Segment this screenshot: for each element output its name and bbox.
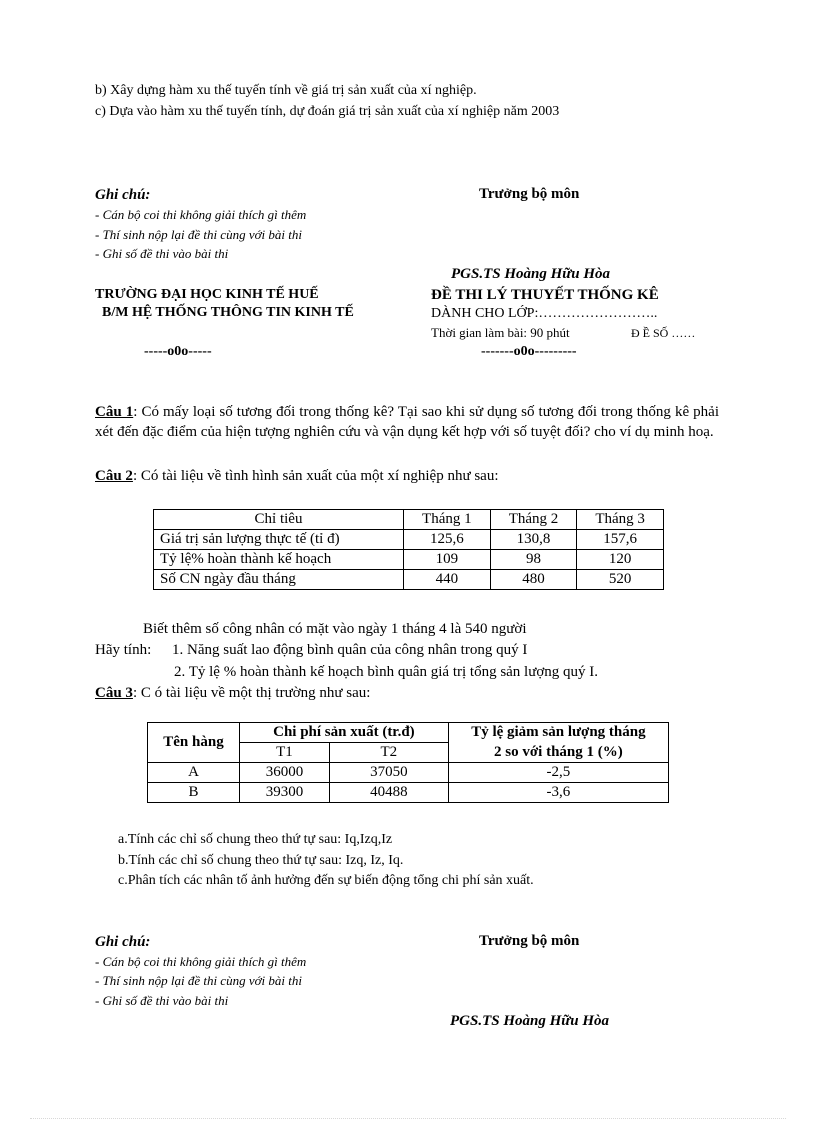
table-header-row	[154, 510, 664, 530]
exam-duration: Thời gian làm bài: 90 phút	[431, 325, 570, 340]
page-bottom-border	[30, 1118, 786, 1119]
question-1-text: : Có mấy loại số tương đối trong thống kê? Tại sao khi sử dụng số tương đối trong thống kê phải xét đến đặc điểm của hiện tượng nghiên cứu và vận dụng kết hợp với số tuyệt đối? cho ví dụ minh hoạ.	[95, 404, 719, 440]
table-cell: 98	[490, 550, 577, 570]
table-cell: Số CN ngày đầu tháng	[154, 570, 404, 590]
table-header-cell: T1	[240, 743, 330, 763]
table-cell: B	[148, 783, 240, 803]
table-header-cell: Tháng 3	[577, 510, 664, 530]
left-divider-ornament: -----o0o-----	[144, 344, 212, 359]
table-cell: 130,8	[490, 530, 577, 550]
table-cell: 157,6	[577, 530, 664, 550]
note-line: - Cán bộ coi thi không giải thích gì thêm	[95, 954, 307, 969]
task-2: 2. Tỷ lệ % hoàn thành kế hoạch bình quân giá trị tổng sản lượng quý I.	[174, 664, 599, 680]
note-title: Ghi chú:	[95, 187, 151, 203]
task-1: 1. Năng suất lao động bình quân của công nhân trong quý I	[172, 642, 528, 658]
right-divider-ornament: -------o0o---------	[481, 344, 577, 359]
table-cell: 440	[404, 570, 491, 590]
question-3	[95, 683, 370, 703]
table-row	[154, 570, 664, 590]
table-row	[148, 783, 669, 803]
note-line: - Thí sinh nộp lại đề thi cùng với bài thi	[95, 973, 302, 988]
table-header-cell: Tỷ lệ giảm sản lượng tháng	[448, 723, 668, 743]
table-cell: 39300	[240, 783, 330, 803]
table-row	[154, 530, 664, 550]
table-row	[148, 763, 669, 783]
part-a: a.Tính các chỉ số chung theo thứ tự sau: Iq,Izq,Iz	[118, 832, 393, 847]
task-label: Hãy tính:	[95, 642, 152, 658]
table-cell: A	[148, 763, 240, 783]
question-1	[95, 402, 719, 442]
question-2-text: : Có tài liệu về tình hình sản xuất của một xí nghiệp như sau:	[132, 468, 499, 484]
note-line: - Thí sinh nộp lại đề thi cùng với bài thi	[95, 227, 302, 242]
question-b-line: b) Xây dựng hàm xu thế tuyến tính về giá trị sản xuất của xí nghiệp.	[95, 83, 477, 98]
note-title: Ghi chú:	[95, 934, 151, 950]
table-header-row	[148, 723, 669, 743]
table-cell: 480	[490, 570, 577, 590]
part-b: b.Tính các chỉ số chung theo thứ tự sau: Izq, Iz, Iq.	[118, 853, 404, 868]
class-label: DÀNH CHO LỚP:……………………..	[431, 306, 658, 321]
note-line: - Cán bộ coi thi không giải thích gì thêm	[95, 207, 307, 222]
school-name: TRƯỜNG ĐẠI HỌC KINH TẾ HUẾ	[95, 287, 319, 302]
table-cell: 109	[404, 550, 491, 570]
table-row	[154, 550, 664, 570]
production-table	[153, 509, 664, 590]
table-header-cell: Tên hàng	[148, 723, 240, 763]
signatory-name: PGS.TS Hoàng Hữu Hòa	[450, 1013, 610, 1029]
table-header-cell: Tháng 2	[490, 510, 577, 530]
table-header-cell: Chi phí sản xuất (tr.đ)	[240, 723, 449, 743]
department-name: B/M HỆ THỐNG THÔNG TIN KINH TẾ	[102, 305, 354, 320]
table-cell: 520	[577, 570, 664, 590]
question-3-text: : C ó tài liệu về một thị trường như sau:	[132, 685, 371, 701]
market-table	[147, 722, 669, 803]
part-c: c.Phân tích các nhân tố ảnh hưởng đến sự biến động tổng chi phí sản xuất.	[118, 873, 534, 888]
table-cell: Giá trị sản lượng thực tế (tỉ đ)	[154, 530, 404, 550]
question-1-label: Câu 1	[95, 404, 134, 420]
additional-info: Biết thêm số công nhân có mặt vào ngày 1 tháng 4 là 540 người	[143, 621, 527, 637]
head-of-department-title: Trưởng bộ môn	[479, 186, 580, 202]
table-cell: 125,6	[404, 530, 491, 550]
table-cell: 36000	[240, 763, 330, 783]
table-cell: -3,6	[448, 783, 668, 803]
question-2	[95, 466, 499, 486]
table-header-cell: 2 so với tháng 1 (%)	[448, 743, 668, 763]
question-c-line: c) Dựa vào hàm xu thế tuyến tính, dự đoán giá trị sản xuất của xí nghiệp năm 2003	[95, 104, 560, 119]
question-2-label: Câu 2	[95, 468, 133, 484]
note-line: - Ghi số đề thi vào bài thi	[95, 993, 229, 1008]
table-cell: Tỷ lệ% hoàn thành kế hoạch	[154, 550, 404, 570]
table-cell: -2,5	[448, 763, 668, 783]
table-header-cell: Tháng 1	[404, 510, 491, 530]
table-cell: 120	[577, 550, 664, 570]
exam-number: Đ Ề SỐ ……	[631, 326, 696, 340]
table-cell: 40488	[329, 783, 448, 803]
head-of-department-title: Trưởng bộ môn	[479, 933, 580, 949]
table-header-cell: Chỉ tiêu	[154, 510, 404, 530]
signatory-name: PGS.TS Hoàng Hữu Hòa	[451, 266, 611, 282]
note-line: - Ghi số đề thi vào bài thi	[95, 246, 229, 261]
exam-title: ĐỀ THI LÝ THUYẾT THỐNG KÊ	[431, 287, 659, 303]
question-3-label: Câu 3	[95, 685, 133, 701]
table-header-cell: T2	[329, 743, 448, 763]
table-cell: 37050	[329, 763, 448, 783]
